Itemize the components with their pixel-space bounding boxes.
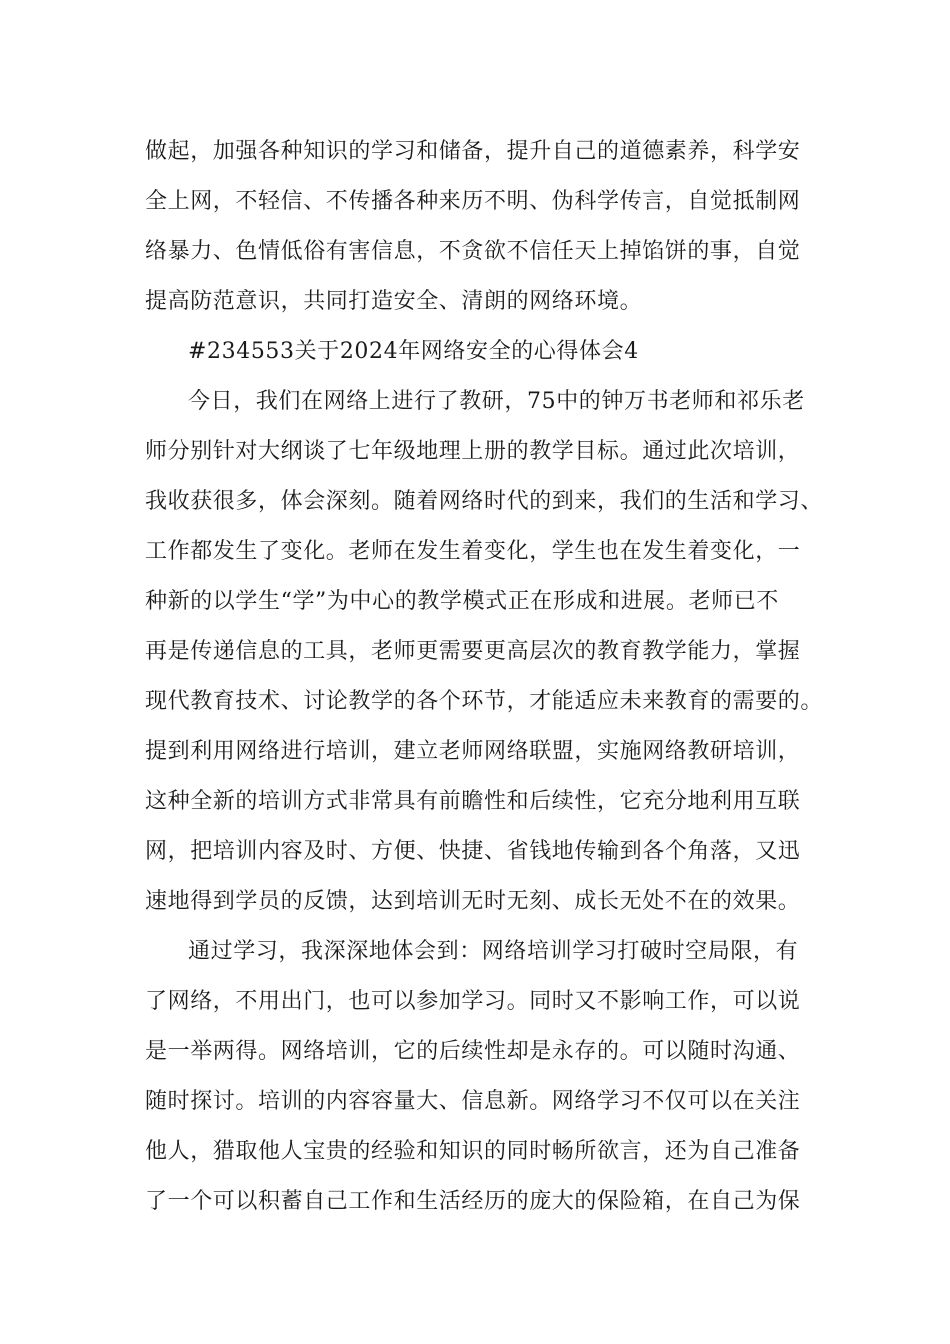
paragraph-line: 了一个可以积蓄自己工作和生活经历的庞大的保险箱，在自己为保	[145, 1189, 801, 1214]
paragraph-line: 通过学习，我深深地体会到：网络培训学习打破时空局限，有	[188, 939, 799, 964]
paragraph-line: 这种全新的培训方式非常具有前瞻性和后续性，它充分地利用互联	[145, 789, 801, 814]
paragraph-line: 工作都发生了变化。老师在发生着变化，学生也在发生着变化，一	[145, 539, 801, 564]
paragraph-line: 络暴力、色情低俗有害信息，不贪欲不信任天上掉馅饼的事，自觉	[145, 239, 801, 264]
paragraph-line: 师分别针对大纲谈了七年级地理上册的教学目标。通过此次培训，	[145, 439, 801, 464]
paragraph-line: 网，把培训内容及时、方便、快捷、省钱地传输到各个角落，又迅	[145, 839, 801, 864]
paragraph-line: 提到利用网络进行培训，建立老师网络联盟，实施网络教研培训，	[145, 739, 801, 764]
paragraph-line: 今日，我们在网络上进行了教研，75中的钟万书老师和祁乐老	[188, 389, 805, 414]
paragraph-line: 现代教育技术、讨论教学的各个环节，才能适应未来教育的需要的。	[145, 689, 824, 714]
paragraph-line: 种新的以学生“学”为中心的教学模式正在形成和进展。老师已不	[145, 589, 779, 614]
section-heading: #234553关于2024年网络安全的心得体会4	[188, 339, 639, 364]
paragraph-line: 再是传递信息的工具，老师更需要更高层次的教育教学能力，掌握	[145, 639, 801, 664]
paragraph-line: 是一举两得。网络培训，它的后续性却是永存的。可以随时沟通、	[145, 1039, 801, 1064]
paragraph-line: 全上网，不轻信、不传播各种来历不明、伪科学传言，自觉抵制网	[145, 189, 801, 214]
paragraph-line: 做起，加强各种知识的学习和储备，提升自己的道德素养，科学安	[145, 139, 801, 164]
paragraph-line: 我收获很多，体会深刻。随着网络时代的到来，我们的生活和学习、	[145, 489, 824, 514]
paragraph-line: 他人，猎取他人宝贵的经验和知识的同时畅所欲言，还为自己准备	[145, 1139, 801, 1164]
paragraph-line: 了网络，不用出门，也可以参加学习。同时又不影响工作，可以说	[145, 989, 801, 1014]
paragraph-line: 速地得到学员的反馈，达到培训无时无刻、成长无处不在的效果。	[145, 889, 801, 914]
paragraph-line: 提高防范意识，共同打造安全、清朗的网络环境。	[145, 289, 643, 314]
paragraph-line: 随时探讨。培训的内容容量大、信息新。网络学习不仅可以在关注	[145, 1089, 801, 1114]
